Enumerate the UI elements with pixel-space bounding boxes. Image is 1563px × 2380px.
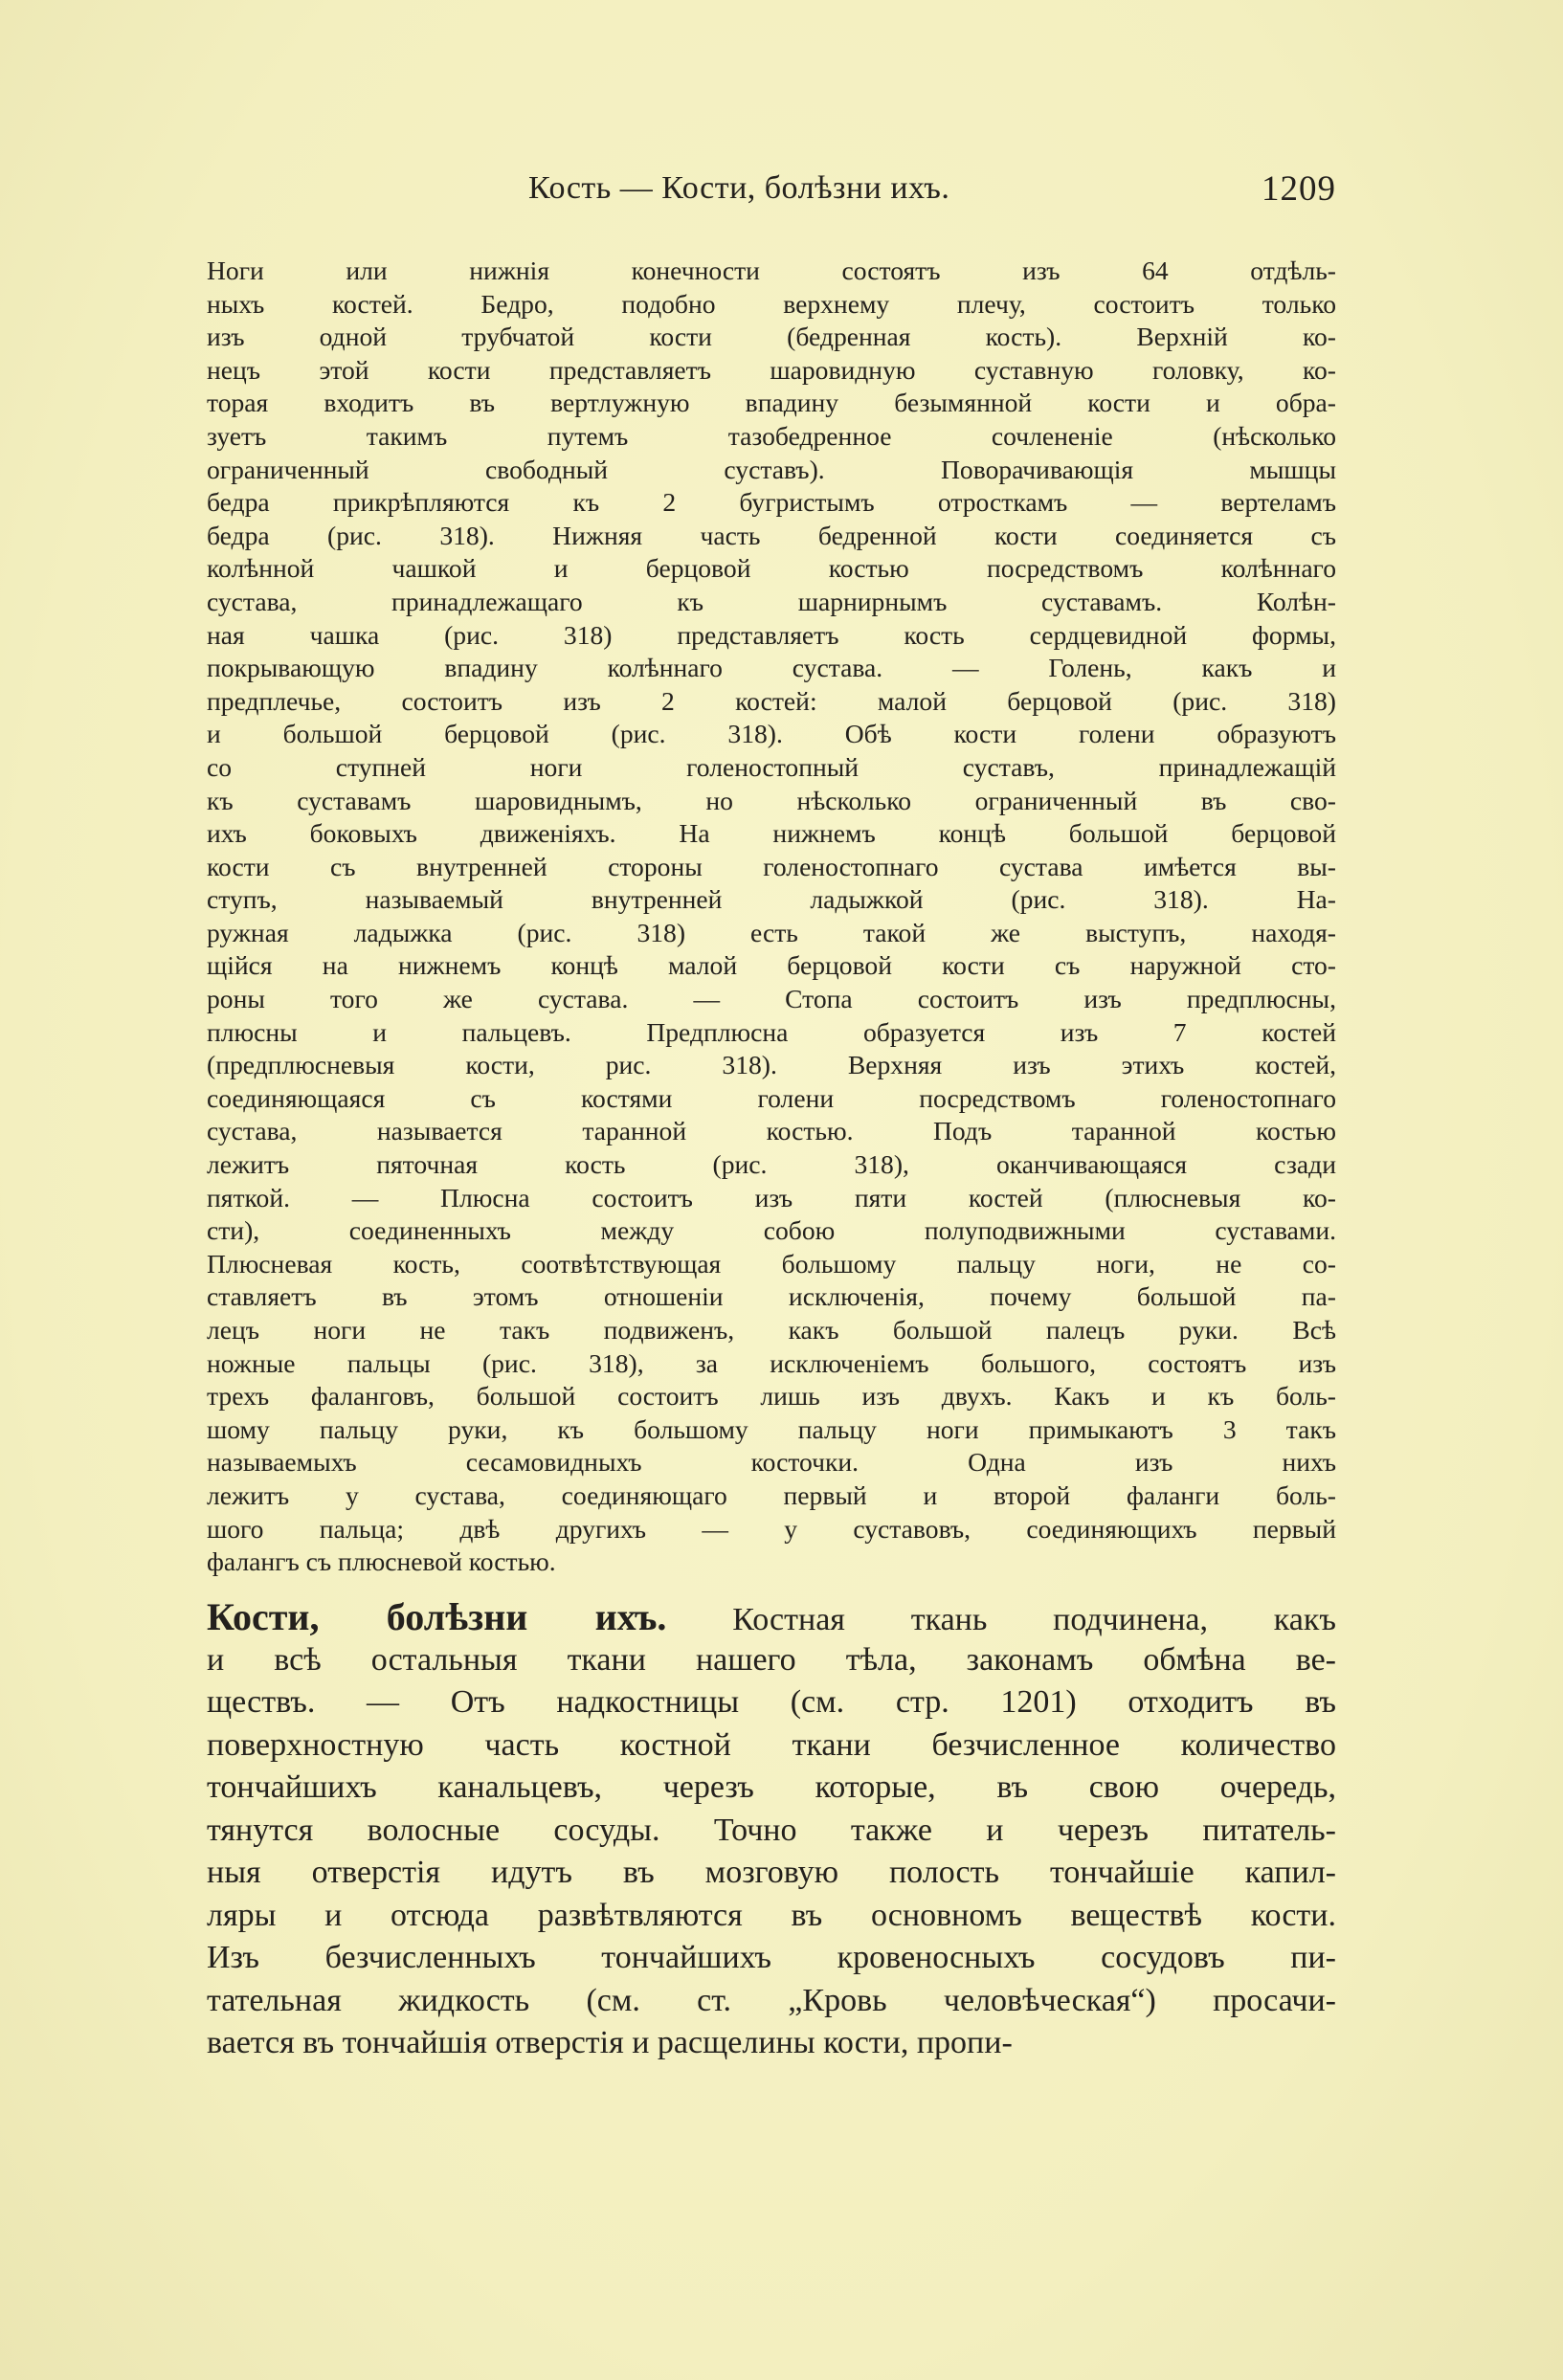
text-line: лежитъ у сустава, соединяющаго первый и второй фаланги боль-	[207, 1479, 1336, 1510]
text-line: ступъ, называемый внутренней ладыжкой (рис. 318). На-	[207, 884, 1336, 915]
bone-diseases-section	[207, 1596, 1336, 2065]
text-line: покрывающую впадину колѣннаго сустава. — Голень, какъ и	[207, 653, 1336, 683]
text-line: ихъ боковыхъ движеніяхъ. На нижнемъ концѣ большой берцовой	[207, 818, 1336, 849]
text-line: лежитъ пяточная кость (рис. 318), оканчивающаяся сзади	[207, 1149, 1336, 1180]
text-line: ножные пальцы (рис. 318), за исключеніемъ большого, состоятъ изъ	[207, 1347, 1336, 1378]
text-line: къ суставамъ шаровиднымъ, но нѣсколько ограниченный въ сво-	[207, 785, 1336, 815]
text-line: предплечье, состоитъ изъ 2 костей: малой берцовой (рис. 318)	[207, 685, 1336, 716]
text-line: сустава, называется таранной костью. Подъ таранной костью	[207, 1116, 1336, 1146]
text-line: шого пальца; двѣ другихъ — у суставовъ, соединяющихъ первый	[207, 1513, 1336, 1544]
text-line: торая входитъ въ вертлужную впадину безымянной кости и обра-	[207, 388, 1336, 418]
text-line: нецъ этой кости представляетъ шаровидную суставную головку, ко-	[207, 354, 1336, 385]
text-line: кости съ внутренней стороны голеностопнаго сустава имѣется вы-	[207, 851, 1336, 881]
text-line: вается въ тончайшія отверстія и расщелины кости, пропи-	[207, 2025, 1013, 2060]
section-heading: Кости, болѣзни ихъ.	[207, 1596, 667, 1638]
text-line: и большой берцовой (рис. 318). Обѣ кости голени образуютъ	[207, 719, 1336, 749]
text-line: соединяющаяся съ костями голени посредствомъ голеностопнаго	[207, 1082, 1336, 1113]
text-line: тянутся волосные сосуды. Точно также и черезъ питатель-	[207, 1812, 1336, 1848]
text-line: Изъ безчисленныхъ тончайшихъ кровеносныхъ сосудовъ пи-	[207, 1940, 1336, 1975]
text-line: лецъ ноги не такъ подвиженъ, какъ большой палецъ руки. Всѣ	[207, 1315, 1336, 1345]
text-line: зуетъ такимъ путемъ тазобедренное сочлененіе (нѣсколько	[207, 420, 1336, 451]
text-line: фалангъ съ плюсневой костью.	[207, 1546, 556, 1577]
text-line: поверхностную часть костной ткани безчисленное количество	[207, 1726, 1336, 1763]
text-line: тательная жидкость (см. ст. „Кровь человѣческая“) просачи-	[207, 1982, 1336, 2018]
text-line: сустава, принадлежащаго къ шарнирнымъ суставамъ. Колѣн-	[207, 586, 1336, 616]
text-line: ружная ладыжка (рис. 318) есть такой же выступъ, находя-	[207, 917, 1336, 947]
page-number: 1209	[1262, 169, 1336, 209]
text-line: изъ одной трубчатой кости (бедренная кость). Верхній ко-	[207, 322, 1336, 352]
large-type-paragraph	[207, 1639, 1336, 2065]
text-line: (предплюсневыя кости, рис. 318). Верхняя изъ этихъ костей,	[207, 1050, 1336, 1080]
text-line: Плюсневая кость, соотвѣтствующая большому пальцу ноги, не со-	[207, 1248, 1336, 1279]
text-line: шому пальцу руки, къ большому пальцу ноги примыкаютъ 3 такъ	[207, 1413, 1336, 1444]
text-line: щійся на нижнемъ концѣ малой берцовой кости съ наружной сто-	[207, 950, 1336, 981]
page-header	[207, 170, 1336, 218]
text-line: ляры и отсюда развѣтвляются въ основномъ веществѣ кости.	[207, 1897, 1336, 1933]
small-type-paragraph	[207, 255, 1336, 1579]
text-line: бедра прикрѣпляются къ 2 бугристымъ отросткамъ — вертеламъ	[207, 487, 1336, 518]
text-line: ограниченный свободный суставъ). Поворачивающія мышцы	[207, 454, 1336, 484]
text-line: ществъ. — Отъ надкостницы (см. стр. 1201) отходитъ въ	[207, 1684, 1336, 1720]
text-line: Ноги или нижнія конечности состоятъ изъ 64 отдѣль-	[207, 256, 1336, 285]
text-line: ныя отверстія идутъ въ мозговую полость тончайшіе капил-	[207, 1855, 1336, 1890]
text-line: и всѣ остальныя ткани нашего тѣла, законамъ обмѣна ве-	[207, 1641, 1336, 1678]
text-line: ная чашка (рис. 318) представляетъ кость сердцевидной формы,	[207, 619, 1336, 650]
text-line: ныхъ костей. Бедро, подобно верхнему плечу, состоитъ только	[207, 288, 1336, 319]
text-line: ставляетъ въ этомъ отношеніи исключенія, почему большой па-	[207, 1281, 1336, 1312]
text-line: называемыхъ сесамовидныхъ косточки. Одна изъ нихъ	[207, 1447, 1336, 1478]
text-line: пяткой. — Плюсна состоитъ изъ пяти костей (плюсневыя ко-	[207, 1182, 1336, 1212]
text-line: колѣнной чашкой и берцовой костью посредствомъ колѣннаго	[207, 553, 1336, 584]
text-line: бедра (рис. 318). Нижняя часть бедренной кости соединяется съ	[207, 520, 1336, 550]
text-line: тончайшихъ канальцевъ, черезъ которые, въ свою очередь,	[207, 1769, 1336, 1805]
text-line: трехъ фаланговъ, большой состоитъ лишь изъ двухъ. Какъ и къ боль-	[207, 1381, 1336, 1412]
text-line: плюсны и пальцевъ. Предплюсна образуется изъ 7 костей	[207, 1016, 1336, 1047]
heading-line-text: Костная ткань подчинена, какъ	[732, 1602, 1336, 1637]
text-line: роны того же сустава. — Стопа состоитъ изъ предплюсны,	[207, 984, 1336, 1014]
running-title: Кость — Кости, болѣзни ихъ.	[528, 170, 950, 206]
text-line: со ступней ноги голеностопный суставъ, принадлежащій	[207, 751, 1336, 782]
text-line	[207, 1596, 1336, 1639]
text-line: сти), соединенныхъ между собою полуподвижными суставами.	[207, 1215, 1336, 1246]
